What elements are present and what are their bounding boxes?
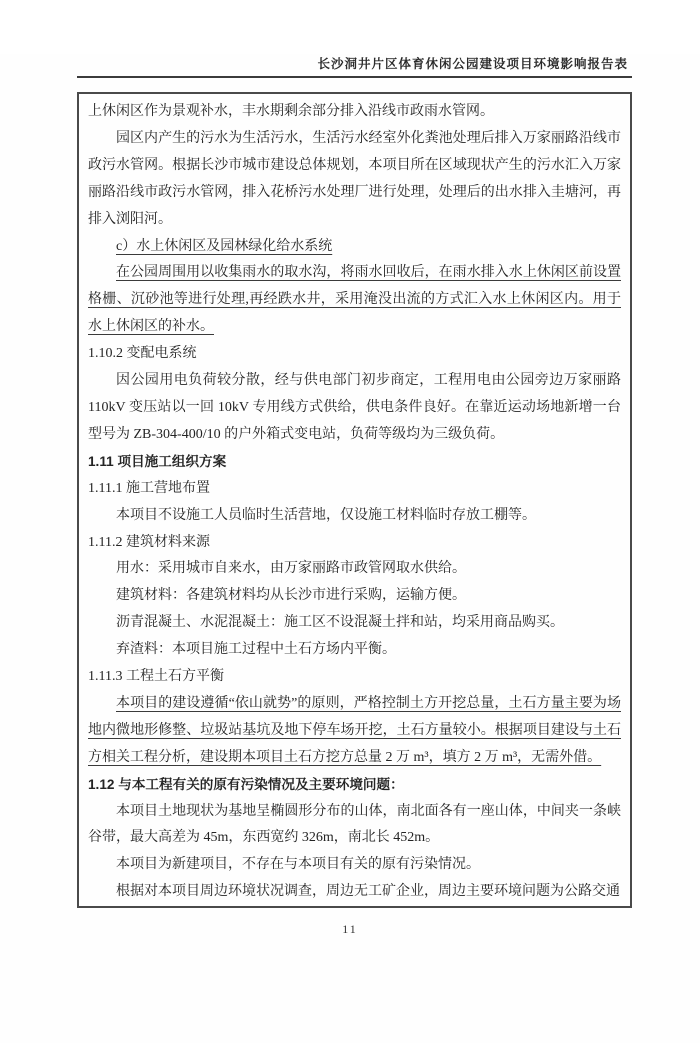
paragraph-new-project: 本项目为新建项目，不存在与本项目有关的原有污染情况。 [116, 857, 480, 873]
paragraph-concrete: 沥青混凝土、水泥混凝土：施工区不设混凝土拌和站，均采用商品购买。 [116, 615, 564, 631]
paragraph-building-materials: 建筑材料：各建筑材料均从长沙市进行采购，运输方便。 [116, 588, 466, 604]
paragraph-camp-layout: 本项目不设施工人员临时生活营地，仅设施工材料临时存放工棚等。 [116, 507, 536, 523]
heading-1-11-3: 1.11.3 工程土石方平衡 [88, 669, 224, 685]
header-title: 长沙洞井片区体育休闲公园建设项目环境影响报告表 [317, 57, 628, 71]
page-number: 11 [342, 922, 358, 936]
heading-1-12: 1.12 与本工程有关的原有污染情况及主要环境问题： [88, 776, 404, 792]
paragraph-rainwater-collection: 在公园周围用以收集雨水的取水沟，将雨水回收后，在雨水排入水上休闲区前设置格栅、沉砂池等进行处理,再经跌水井，采用淹没出流的方式汇入水上休闲区内。用于水上休闲区的补水。 [88, 265, 621, 335]
page-footer [0, 920, 700, 938]
paragraph-terrain-status: 本项目土地现状为基地呈椭圆形分布的山体，南北面各有一座山体，中间夹一条峡谷带，最大高差为 45m，东西宽约 326m，南北长 452m。 [88, 803, 621, 846]
paragraph-continuation: 上休闲区作为景观补水，丰水期剩余部分排入沿线市政雨水管网。 [88, 104, 494, 119]
content-box [77, 92, 632, 908]
paragraph-water-source: 用水：采用城市自来水，由万家丽路市政管网取水供给。 [116, 561, 466, 577]
heading-1-11-2: 1.11.2 建筑材料来源 [88, 534, 210, 550]
paragraph-power-supply: 因公园用电负荷较分散，经与供电部门初步商定，工程用电由公园旁边万家丽路110kV 变压站以一回 10kV 专用线方式供给，供电条件良好。在靠近运动场地新增一台型号为 ZB-304-400/10 的户外箱式变电站，负荷等级均为三级负荷。 [88, 373, 621, 442]
document-page [0, 54, 700, 1043]
paragraph-earthwork-balance: 本项目的建设遵循“依山就势”的原则，严格控制土方开挖总量，土石方量主要为场地内微地形修整、垃圾站基坑及地下停车场开挖，土石方量较小。根据项目建设与土石方相关工程分析，建设期本项目土石方挖方总量 2 万 m³，填方 2 万 m³，无需外借。 [88, 695, 621, 765]
heading-1-11: 1.11 项目施工组织方案 [88, 453, 227, 469]
heading-c-water-leisure: c）水上休闲区及园林绿化给水系统 [116, 238, 333, 254]
paragraph-sewage: 园区内产生的污水为生活污水，生活污水经室外化粪池处理后排入万家丽路沿线市政污水管网。根据长沙市城市建设总体规划，本项目所在区域现状产生的污水汇入万家丽路沿线市政污水管网，排入花桥污水处理厂进行处理，处理后的出水排入圭塘河，再排入浏阳河。 [88, 130, 621, 227]
heading-1-10-2: 1.10.2 变配电系统 [88, 346, 197, 362]
paragraph-waste-slag: 弃渣料：本项目施工过程中土石方场内平衡。 [116, 642, 396, 658]
page-header [77, 54, 632, 78]
paragraph-surrounding-survey: 根据对本项目周边环境状况调查，周边无工矿企业，周边主要环境问题为公路交通 [116, 884, 620, 900]
heading-1-11-1: 1.11.1 施工营地布置 [88, 480, 210, 496]
